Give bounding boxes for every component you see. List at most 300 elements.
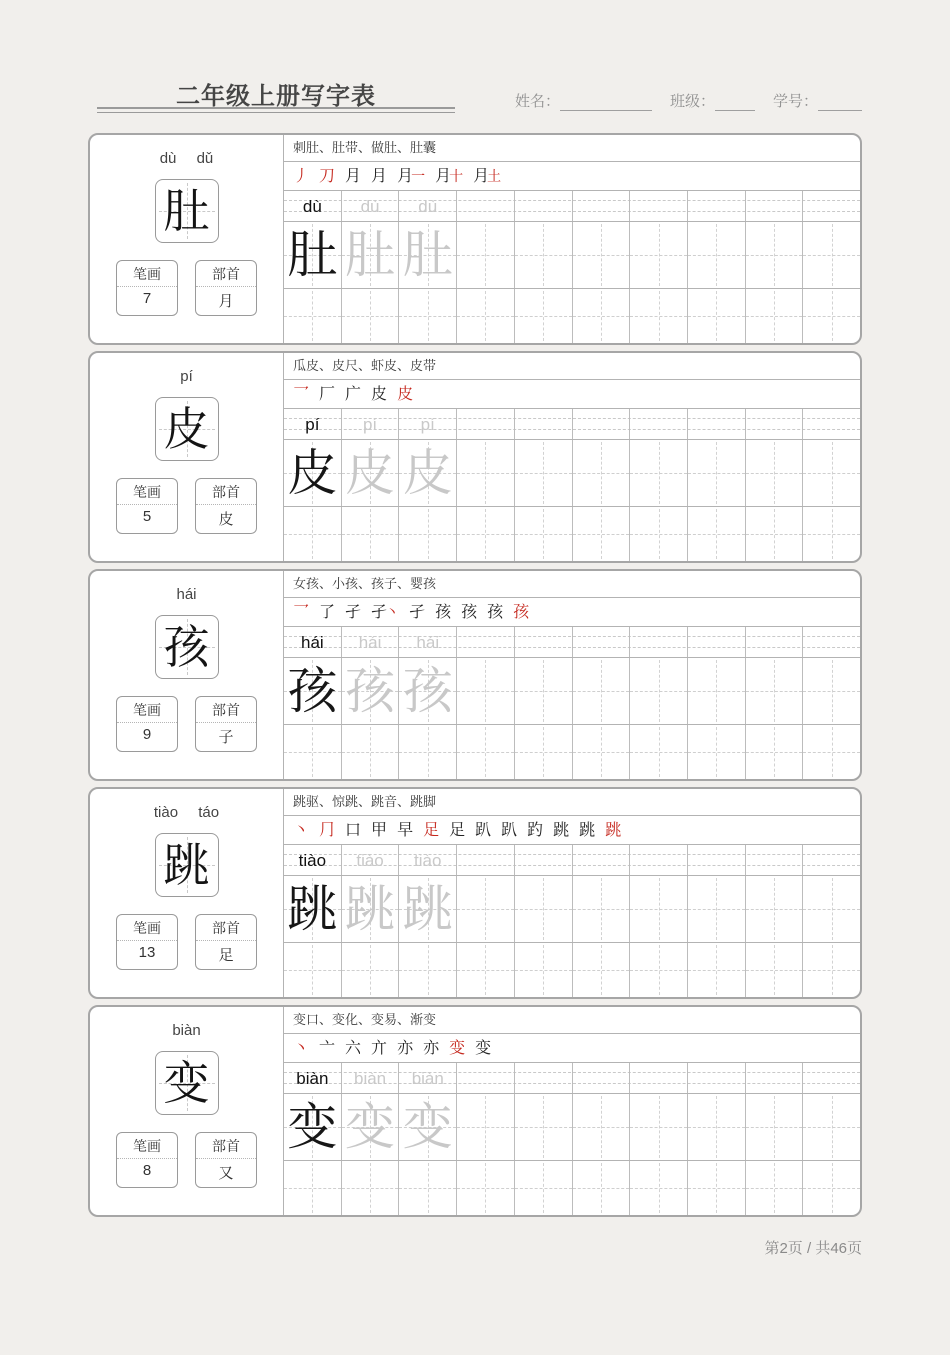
empty-practice-cell: [630, 1161, 688, 1215]
pinyin-cell: [515, 1063, 573, 1093]
empty-practice-cell: [457, 507, 515, 561]
empty-practice-cell: [515, 1161, 573, 1215]
practice-cell: [746, 658, 804, 724]
stroke-add: 十: [449, 169, 464, 185]
character-card: [88, 787, 862, 999]
stroke-step: 亦: [397, 1038, 414, 1057]
main-character: 肚: [163, 184, 210, 238]
card-left-panel: [90, 571, 284, 779]
empty-practice-cell: [457, 289, 515, 343]
empty-practice-cell: [342, 289, 400, 343]
practice-cell: [573, 658, 631, 724]
stroke-step: 厂: [319, 384, 336, 403]
meta-boxes: [90, 1132, 283, 1188]
practice-cell: 皮: [342, 440, 400, 506]
pinyin-cell: [688, 191, 746, 221]
pinyin-cell: pí: [284, 409, 342, 439]
name-label: 姓名：: [514, 93, 560, 110]
stroke-order-row: [284, 162, 860, 191]
radical-label: 部首: [196, 915, 256, 941]
empty-practice-cell: [630, 725, 688, 779]
practice-cell: 跳: [342, 876, 400, 942]
pinyin-cells: [284, 409, 860, 439]
id-blank-line: [818, 96, 862, 111]
empty-practice-cell: [399, 943, 457, 997]
stroke-count-value: 7: [142, 290, 152, 307]
practice-cell: [573, 222, 631, 288]
meta-boxes: [90, 260, 283, 316]
pinyin-cell: [803, 191, 860, 221]
pinyin-row: [284, 191, 860, 222]
stroke-add: 一: [411, 169, 426, 185]
radical-label: 部首: [196, 1133, 256, 1159]
stroke-step: 刀: [319, 166, 336, 185]
empty-practice-cell: [746, 1161, 804, 1215]
practice-row: [284, 658, 860, 725]
empty-practice-cell: [803, 1161, 860, 1215]
extra-practice-row: [284, 507, 860, 561]
empty-practice-cell: [515, 725, 573, 779]
pinyin-cell: hái: [399, 627, 457, 657]
name-field: [515, 90, 652, 111]
word-examples: 女孩、小孩、孩子、婴孩: [284, 571, 860, 598]
pinyin-cell: [457, 627, 515, 657]
stroke-step: 六: [345, 1038, 362, 1057]
stroke-step: 亦: [423, 1038, 440, 1057]
main-character-box: [155, 833, 219, 897]
practice-cell: [630, 440, 688, 506]
stroke-step: 跳: [553, 820, 570, 839]
empty-practice-cell: [573, 725, 631, 779]
stroke-step: 口: [345, 820, 362, 839]
stroke-count-box: [116, 914, 178, 970]
name-blank-line: [560, 96, 652, 111]
page-title: 二年级上册写字表: [176, 83, 376, 110]
stroke-step: ⺆: [319, 820, 336, 839]
radical-value: 子: [218, 729, 234, 746]
pinyin-cell: [457, 191, 515, 221]
stroke-step: 孩: [513, 602, 530, 621]
pinyin-cell: [515, 409, 573, 439]
practice-cell: [746, 876, 804, 942]
empty-practice-cell: [342, 507, 400, 561]
stroke-step: 趴: [475, 820, 492, 839]
stroke-order-row: [284, 598, 860, 627]
practice-cell: [457, 658, 515, 724]
stroke-count-box: [116, 260, 178, 316]
main-character: 变: [163, 1056, 210, 1110]
pinyin-readings: pí: [180, 368, 193, 385]
practice-cell: [688, 1094, 746, 1160]
empty-practice-cell: [515, 943, 573, 997]
pinyin-cell: [688, 845, 746, 875]
pinyin-cell: [573, 627, 631, 657]
practice-cell: 皮: [284, 440, 342, 506]
pinyin-readings: dù dǔ: [159, 150, 214, 167]
stroke-step: 皮: [371, 384, 388, 403]
empty-practice-cell: [746, 943, 804, 997]
stroke-count-value: 9: [142, 726, 152, 743]
pinyin-cell: [688, 409, 746, 439]
card-right-panel: [284, 789, 860, 997]
stroke-count-value: 8: [142, 1162, 152, 1179]
pinyin-cell: biàn: [284, 1063, 342, 1093]
stroke-step: 皮: [397, 384, 414, 403]
class-label: 班级：: [669, 93, 715, 110]
stroke-order-row: [284, 1034, 860, 1063]
word-examples: 瓜皮、皮尺、虾皮、皮带: [284, 353, 860, 380]
radical-box: [195, 696, 257, 752]
practice-cell: [803, 658, 860, 724]
pinyin-cells: [284, 845, 860, 875]
card-left-panel: [90, 135, 284, 343]
pinyin-cell: [630, 1063, 688, 1093]
pinyin-readings: hái: [176, 586, 197, 603]
pinyin-cells: [284, 1063, 860, 1093]
card-left-panel: [90, 1007, 284, 1215]
stroke-step: 孑: [345, 602, 362, 621]
pinyin-cells: [284, 627, 860, 657]
empty-practice-cell: [803, 289, 860, 343]
practice-cell: [803, 222, 860, 288]
meta-boxes: [90, 914, 283, 970]
practice-cell: [630, 222, 688, 288]
main-character: 皮: [163, 402, 210, 456]
pinyin-cell: [803, 845, 860, 875]
stroke-step: 了: [319, 602, 336, 621]
practice-cell: [746, 440, 804, 506]
radical-label: 部首: [196, 697, 256, 723]
empty-practice-cell: [803, 725, 860, 779]
empty-practice-cell: [573, 1161, 631, 1215]
stroke-step: 丿: [293, 166, 310, 185]
extra-practice-row: [284, 289, 860, 343]
practice-cell: [457, 222, 515, 288]
pinyin-cell: pí: [399, 409, 457, 439]
meta-boxes: [90, 696, 283, 752]
pinyin-row: [284, 845, 860, 876]
pinyin-readings: biàn: [172, 1022, 201, 1039]
empty-practice-cell: [457, 1161, 515, 1215]
pinyin-cell: tiào: [284, 845, 342, 875]
pinyin-cell: [746, 1063, 804, 1093]
stroke-step: 月: [371, 166, 388, 185]
pinyin-cell: [746, 409, 804, 439]
practice-cell: 孩: [399, 658, 457, 724]
empty-practice-cell: [342, 943, 400, 997]
pinyin-row: [284, 1063, 860, 1094]
pinyin-cell: [803, 409, 860, 439]
stroke-count-box: [116, 478, 178, 534]
pinyin-cell: biàn: [399, 1063, 457, 1093]
main-character-box: [155, 1051, 219, 1115]
pinyin-cell: [630, 409, 688, 439]
practice-cell: [688, 222, 746, 288]
radical-box: [195, 914, 257, 970]
empty-practice-cell: [630, 507, 688, 561]
pinyin-cell: [515, 191, 573, 221]
practice-cell: 肚: [399, 222, 457, 288]
stroke-step: 趴: [501, 820, 518, 839]
practice-cell: [515, 1094, 573, 1160]
stroke-step: 丶: [293, 820, 310, 839]
practice-row: [284, 440, 860, 507]
practice-cell: [457, 1094, 515, 1160]
practice-cell: 跳: [284, 876, 342, 942]
stroke-step: 丶: [293, 1038, 310, 1057]
empty-practice-cell: [284, 943, 342, 997]
practice-cell: [803, 1094, 860, 1160]
radical-value: 足: [218, 947, 234, 964]
empty-practice-cell: [630, 943, 688, 997]
id-label: 学号：: [772, 93, 818, 110]
practice-cell: [688, 876, 746, 942]
main-character-box: [155, 179, 219, 243]
pinyin-cell: hái: [342, 627, 400, 657]
meta-boxes: [90, 478, 283, 534]
pinyin-cell: [573, 845, 631, 875]
stroke-step: 变: [475, 1038, 492, 1057]
practice-cell: [515, 440, 573, 506]
practice-cell: [630, 1094, 688, 1160]
character-card: [88, 133, 862, 345]
practice-cell: [746, 1094, 804, 1160]
practice-cell: 变: [342, 1094, 400, 1160]
stroke-step: 孩: [487, 602, 504, 621]
stroke-step: 孩: [461, 602, 478, 621]
stroke-order-row: [284, 380, 860, 409]
pinyin-cell: [803, 627, 860, 657]
empty-practice-cell: [688, 1161, 746, 1215]
practice-cell: 变: [284, 1094, 342, 1160]
character-card: [88, 351, 862, 563]
empty-practice-cell: [630, 289, 688, 343]
stroke-count-value: 13: [138, 944, 156, 961]
character-card: [88, 1005, 862, 1217]
stroke-count-box: [116, 1132, 178, 1188]
main-character: 孩: [163, 620, 210, 674]
extra-practice-row: [284, 943, 860, 997]
pinyin-cell: [457, 409, 515, 439]
stroke-step: 月一: [397, 166, 426, 185]
radical-value: 又: [218, 1165, 234, 1182]
pinyin-cell: [457, 845, 515, 875]
practice-cell: 变: [399, 1094, 457, 1160]
practice-cell: [573, 876, 631, 942]
pinyin-cell: [746, 845, 804, 875]
stroke-count-box: [116, 696, 178, 752]
practice-cell: [457, 440, 515, 506]
stroke-step: 亣: [371, 1038, 388, 1057]
card-right-panel: [284, 135, 860, 343]
stroke-step: 足: [449, 820, 466, 839]
empty-practice-cell: [284, 725, 342, 779]
character-card: [88, 569, 862, 781]
stroke-step: 足: [423, 820, 440, 839]
empty-practice-cell: [399, 289, 457, 343]
practice-cell: 皮: [399, 440, 457, 506]
empty-practice-cell: [688, 943, 746, 997]
practice-row: [284, 1094, 860, 1161]
practice-cell: [803, 876, 860, 942]
empty-practice-cell: [399, 1161, 457, 1215]
stroke-step: 变: [449, 1038, 466, 1057]
practice-cell: [573, 1094, 631, 1160]
stroke-count-label: 笔画: [117, 915, 177, 941]
pinyin-cell: tiào: [399, 845, 457, 875]
pinyin-cell: tiào: [342, 845, 400, 875]
empty-practice-cell: [688, 507, 746, 561]
main-character-box: [155, 615, 219, 679]
extra-practice-row: [284, 725, 860, 779]
radical-value: 皮: [218, 511, 234, 528]
page-number: 第2页 / 共46页: [764, 1240, 862, 1257]
practice-cell: [630, 876, 688, 942]
practice-cell: [630, 658, 688, 724]
empty-practice-cell: [573, 943, 631, 997]
pinyin-cell: [573, 1063, 631, 1093]
card-right-panel: [284, 1007, 860, 1215]
stroke-step: 跳: [579, 820, 596, 839]
pinyin-cells: [284, 191, 860, 221]
stroke-count-value: 5: [142, 508, 152, 525]
title-underline: [97, 107, 455, 113]
pinyin-cell: [803, 1063, 860, 1093]
pinyin-cell: [630, 845, 688, 875]
pinyin-row: [284, 409, 860, 440]
practice-cell: [515, 222, 573, 288]
pinyin-cell: dù: [284, 191, 342, 221]
empty-practice-cell: [515, 289, 573, 343]
word-examples: 跳驱、惊跳、跳音、跳脚: [284, 789, 860, 816]
pinyin-cell: [746, 627, 804, 657]
pinyin-cell: [573, 409, 631, 439]
student-fields: [515, 90, 862, 111]
pinyin-row: [284, 627, 860, 658]
practice-row: [284, 876, 860, 943]
practice-cell: 孩: [342, 658, 400, 724]
character-card-list: [88, 133, 862, 1223]
word-examples: 刺肚、肚带、做肚、肚囊: [284, 135, 860, 162]
radical-box: [195, 1132, 257, 1188]
main-character: 跳: [163, 838, 210, 892]
pinyin-cell: [746, 191, 804, 221]
stroke-step: 孑: [409, 602, 426, 621]
stroke-count-label: 笔画: [117, 479, 177, 505]
stroke-count-label: 笔画: [117, 697, 177, 723]
stroke-step: 乛: [293, 602, 310, 621]
pinyin-cell: [688, 1063, 746, 1093]
practice-row: [284, 222, 860, 289]
pinyin-cell: hái: [284, 627, 342, 657]
empty-practice-cell: [803, 943, 860, 997]
practice-cell: [803, 440, 860, 506]
empty-practice-cell: [515, 507, 573, 561]
radical-label: 部首: [196, 479, 256, 505]
pinyin-cell: [688, 627, 746, 657]
stroke-step: 月十: [435, 166, 464, 185]
empty-practice-cell: [803, 507, 860, 561]
practice-cell: [573, 440, 631, 506]
pinyin-cell: [573, 191, 631, 221]
pinyin-cell: dù: [342, 191, 400, 221]
stroke-step: 孑丶: [371, 602, 400, 621]
card-right-panel: [284, 571, 860, 779]
empty-practice-cell: [457, 943, 515, 997]
empty-practice-cell: [284, 289, 342, 343]
class-blank-line: [715, 96, 755, 111]
empty-practice-cell: [688, 725, 746, 779]
empty-practice-cell: [746, 507, 804, 561]
practice-cell: [515, 658, 573, 724]
practice-cell: [746, 222, 804, 288]
stroke-step: 月: [345, 166, 362, 185]
stroke-step: 趵: [527, 820, 544, 839]
class-field: [670, 90, 755, 111]
empty-practice-cell: [342, 725, 400, 779]
practice-cell: [457, 876, 515, 942]
main-character-box: [155, 397, 219, 461]
stroke-count-label: 笔画: [117, 261, 177, 287]
card-left-panel: [90, 789, 284, 997]
stroke-step: 孩: [435, 602, 452, 621]
empty-practice-cell: [284, 507, 342, 561]
empty-practice-cell: [342, 1161, 400, 1215]
pinyin-cell: [515, 627, 573, 657]
practice-cell: 肚: [284, 222, 342, 288]
practice-cell: [515, 876, 573, 942]
practice-cell: [688, 658, 746, 724]
word-examples: 变口、变化、变易、渐变: [284, 1007, 860, 1034]
radical-box: [195, 260, 257, 316]
empty-practice-cell: [284, 1161, 342, 1215]
pinyin-cell: [630, 627, 688, 657]
pinyin-cell: [515, 845, 573, 875]
practice-cell: [688, 440, 746, 506]
radical-box: [195, 478, 257, 534]
stroke-step: 跳: [605, 820, 622, 839]
pinyin-cell: dù: [399, 191, 457, 221]
empty-practice-cell: [573, 289, 631, 343]
card-left-panel: [90, 353, 284, 561]
empty-practice-cell: [688, 289, 746, 343]
stroke-step: 早: [397, 820, 414, 839]
card-right-panel: [284, 353, 860, 561]
pinyin-cell: biàn: [342, 1063, 400, 1093]
practice-cell: 肚: [342, 222, 400, 288]
stroke-step: 广: [345, 384, 362, 403]
empty-practice-cell: [573, 507, 631, 561]
extra-practice-row: [284, 1161, 860, 1215]
id-field: [773, 90, 862, 111]
practice-cell: 跳: [399, 876, 457, 942]
stroke-count-label: 笔画: [117, 1133, 177, 1159]
stroke-order-row: [284, 816, 860, 845]
stroke-add: 丶: [385, 605, 400, 621]
pinyin-readings: tiào táo: [153, 804, 220, 821]
stroke-step: 月土: [473, 166, 502, 185]
empty-practice-cell: [746, 725, 804, 779]
pinyin-cell: [630, 191, 688, 221]
stroke-step: 乛: [293, 384, 310, 403]
pinyin-cell: pí: [342, 409, 400, 439]
stroke-step: 甲: [371, 820, 388, 839]
empty-practice-cell: [457, 725, 515, 779]
empty-practice-cell: [399, 725, 457, 779]
practice-cell: 孩: [284, 658, 342, 724]
empty-practice-cell: [399, 507, 457, 561]
empty-practice-cell: [746, 289, 804, 343]
